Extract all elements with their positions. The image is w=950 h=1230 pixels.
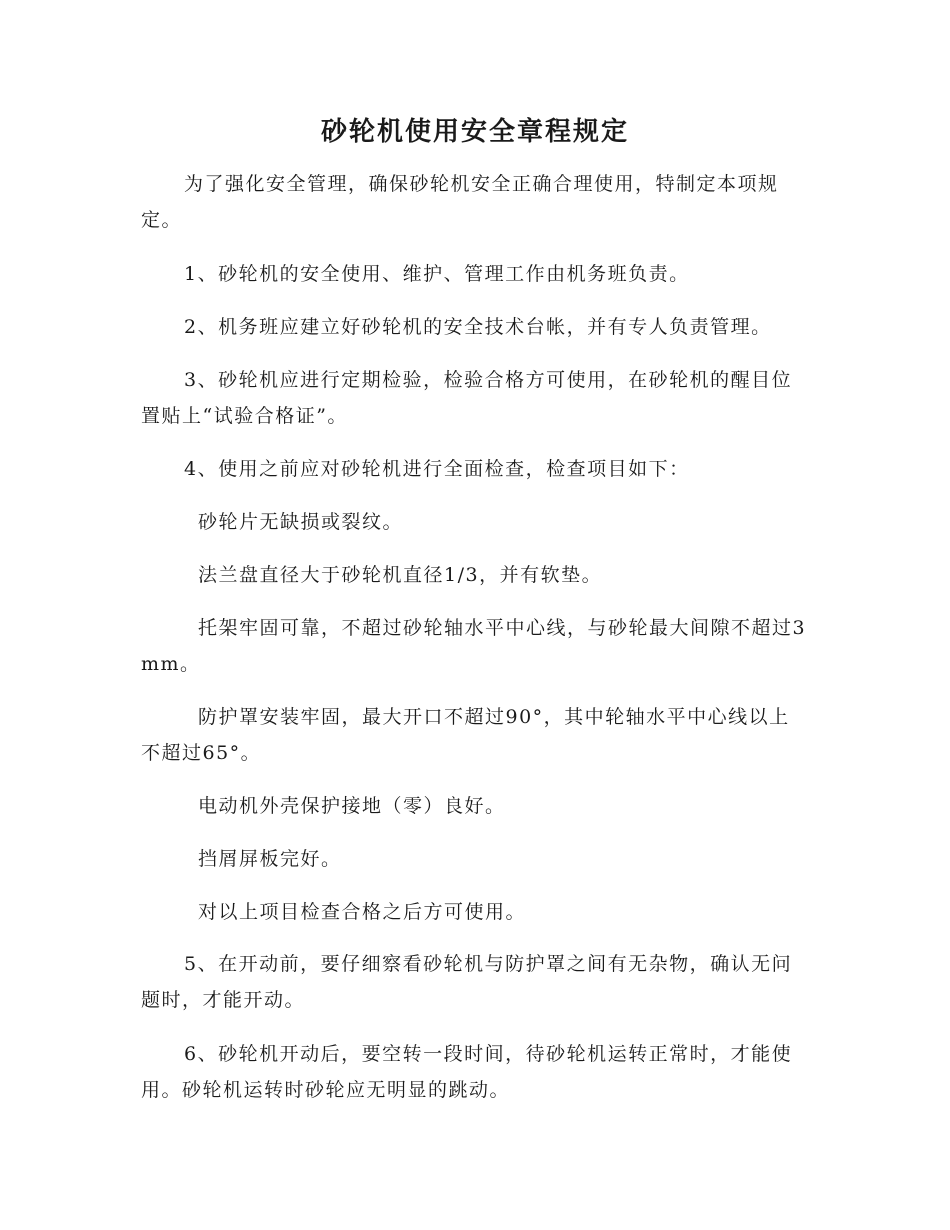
check-item-bracket: 托架牢固可靠，不超过砂轮轴水平中心线，与砂轮最大间隙不超过3mm。 [141, 617, 807, 675]
check-item-chip-shield: 挡屑屏板完好。 [198, 848, 342, 870]
check-item-flange: 法兰盘直径大于砂轮机直径1/3，并有软垫。 [198, 564, 603, 586]
rule-2-paragraph: 2、机务班应建立好砂轮机的安全技术台帐，并有专人负责管理。 [184, 316, 772, 338]
rule-3-paragraph: 3、砂轮机应进行定期检验，检验合格方可使用，在砂轮机的醒目位置贴上“试验合格证”。 [141, 369, 793, 427]
rule-1-paragraph: 1、砂轮机的安全使用、维护、管理工作由机务班负责。 [184, 263, 690, 285]
rule-5-paragraph: 5、在开动前，要仔细察看砂轮机与防护罩之间有无杂物，确认无问题时，才能开动。 [141, 953, 793, 1011]
check-item-grounding: 电动机外壳保护接地（零）良好。 [198, 795, 506, 817]
check-item-conclusion: 对以上项目检查合格之后方可使用。 [198, 901, 527, 923]
document-title: 砂轮机使用安全章程规定 [320, 117, 629, 147]
rule-6-paragraph: 6、砂轮机开动后，要空转一段时间，待砂轮机运转正常时，才能使用。砂轮机运转时砂轮应无明显的跳动。 [141, 1043, 793, 1101]
check-item-grinding-wheel: 砂轮片无缺损或裂纹。 [198, 511, 404, 533]
intro-paragraph: 为了强化安全管理，确保砂轮机安全正确合理使用，特制定本项规定。 [141, 173, 779, 231]
check-item-guard: 防护罩安装牢固，最大开口不超过90°，其中轮轴水平中心线以上不超过65°。 [141, 706, 790, 764]
rule-4-paragraph: 4、使用之前应对砂轮机进行全面检查，检查项目如下： [184, 458, 690, 480]
